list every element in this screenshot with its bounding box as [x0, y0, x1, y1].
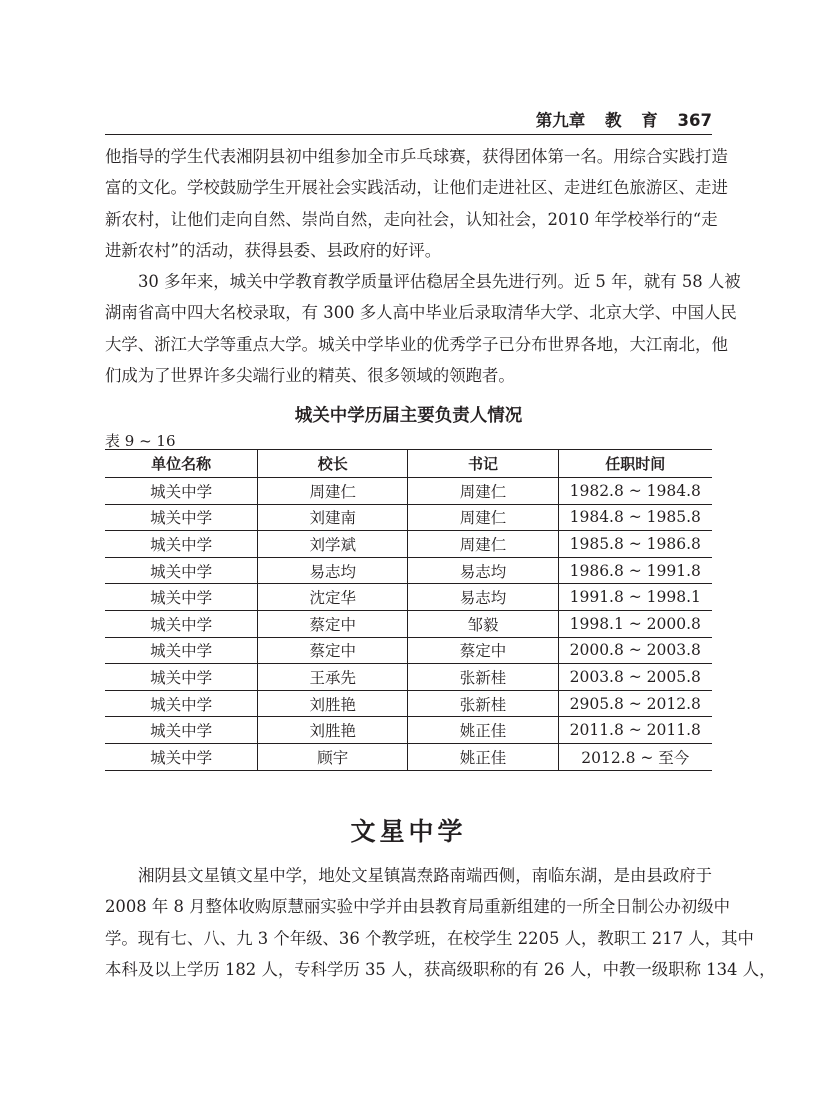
chapter-title-1: 教 — [605, 111, 622, 130]
table-cell: 王承先 — [258, 664, 408, 691]
table-cell: 城关中学 — [105, 690, 258, 717]
table-title: 城关中学历届主要负责人情况 — [294, 406, 523, 426]
table-cell: 易志均 — [258, 557, 408, 584]
text-line: 30 多年来，城关中学教育教学质量评估稳居全县先进行列。近 5 年，就有 58 人被 — [138, 272, 741, 291]
table-cell: 城关中学 — [105, 664, 258, 691]
table-row — [105, 504, 712, 531]
column-header: 校长 — [258, 450, 408, 478]
table-row — [105, 610, 712, 637]
text-line: 学。现有七、八、九 3 个年级、36 个教学班，在校学生 2205 人，教职工 217 人，其中 — [105, 928, 754, 948]
table-cell: 1984.8 ~ 1985.8 — [558, 504, 712, 531]
table-cell: 刘建南 — [258, 504, 408, 531]
table-cell: 2003.8 ~ 2005.8 — [558, 664, 712, 691]
table-header-row — [105, 450, 712, 478]
table-cell: 刘胜艳 — [258, 690, 408, 717]
table-cell: 城关中学 — [105, 531, 258, 558]
table-cell: 蔡定中 — [408, 637, 558, 664]
chapter-label: 第九章 — [535, 111, 586, 130]
table-cell: 城关中学 — [105, 637, 258, 664]
table-cell: 邹毅 — [408, 610, 558, 637]
table-cell: 2000.8 ~ 2003.8 — [558, 637, 712, 664]
table-cell: 易志均 — [408, 557, 558, 584]
table-row — [105, 664, 712, 691]
page-number: 367 — [677, 111, 712, 130]
paragraph-2 — [105, 266, 741, 392]
text-line: 富的文化。学校鼓励学生开展社会实践活动，让他们走进社区、走进红色旅游区、走进 — [105, 178, 728, 198]
table-cell: 刘学斌 — [258, 531, 408, 558]
table-cell: 易志均 — [408, 584, 558, 611]
text-line: 们成为了世界许多尖端行业的精英、很多领域的领跑者。 — [105, 366, 515, 386]
table-cell: 周建仁 — [408, 531, 558, 558]
section-title: 文星中学 — [350, 817, 467, 846]
table-cell: 姚正佳 — [408, 717, 558, 744]
text-line: 湘阴县文星镇文星中学，地处文星镇嵩焘路南端西侧，南临东湖，是由县政府于 — [138, 866, 712, 885]
text-line: 进新农村”的活动，获得县委、县政府的好评。 — [105, 241, 442, 261]
text-line: 新农村，让他们走向自然、崇尚自然，走向社会，认知社会，2010 年学校举行的“走 — [105, 209, 718, 229]
table-cell: 1982.8 ~ 1984.8 — [558, 478, 712, 505]
table-number: 表 9 ~ 16 — [105, 432, 176, 450]
table-row — [105, 717, 712, 744]
leaders-table — [105, 449, 712, 771]
table-cell: 张新桂 — [408, 690, 558, 717]
table-cell: 1986.8 ~ 1991.8 — [558, 557, 712, 584]
table-row — [105, 743, 712, 770]
table-cell: 周建仁 — [258, 478, 408, 505]
column-header: 任职时间 — [558, 450, 712, 478]
text-line: 大学、浙江大学等重点大学。城关中学毕业的优秀学子已分布世界各地，大江南北，他 — [105, 334, 728, 354]
table-cell: 2905.8 ~ 2012.8 — [558, 690, 712, 717]
table-cell: 城关中学 — [105, 717, 258, 744]
table-row — [105, 584, 712, 611]
column-header: 单位名称 — [105, 450, 258, 478]
table-cell: 1985.8 ~ 1986.8 — [558, 531, 712, 558]
table-cell: 姚正佳 — [408, 743, 558, 770]
paragraph-1 — [105, 141, 728, 267]
table-row — [105, 478, 712, 505]
table-cell: 城关中学 — [105, 584, 258, 611]
table-cell: 蔡定中 — [258, 637, 408, 664]
table-cell: 周建仁 — [408, 478, 558, 505]
table-row — [105, 637, 712, 664]
table-cell: 城关中学 — [105, 504, 258, 531]
table-cell: 张新桂 — [408, 664, 558, 691]
text-line: 他指导的学生代表湘阴县初中组参加全市乒乓球赛，获得团体第一名。用综合实践打造 — [105, 147, 728, 166]
table-row — [105, 690, 712, 717]
table-cell: 城关中学 — [105, 610, 258, 637]
table-cell: 城关中学 — [105, 743, 258, 770]
table-cell: 沈定华 — [258, 584, 408, 611]
table-cell: 周建仁 — [408, 504, 558, 531]
chapter-title-2: 育 — [641, 111, 658, 130]
text-line: 本科及以上学历 182 人，专科学历 35 人，获高级职称的有 26 人，中教一级职称 134 人， — [105, 960, 776, 980]
text-line: 湖南省高中四大名校录取，有 300 多人高中毕业后录取清华大学、北京大学、中国人民 — [105, 303, 737, 323]
column-header: 书记 — [408, 450, 558, 478]
table-cell: 城关中学 — [105, 478, 258, 505]
table-row — [105, 531, 712, 558]
table-cell: 蔡定中 — [258, 610, 408, 637]
table-cell: 城关中学 — [105, 557, 258, 584]
table-row — [105, 557, 712, 584]
table-cell: 顾宇 — [258, 743, 408, 770]
table-cell: 1991.8 ~ 1998.1 — [558, 584, 712, 611]
table-cell: 1998.1 ~ 2000.8 — [558, 610, 712, 637]
running-header — [105, 110, 712, 135]
table-cell: 2012.8 ~ 至今 — [558, 743, 712, 770]
paragraph-3 — [105, 860, 776, 986]
table-cell: 刘胜艳 — [258, 717, 408, 744]
text-line: 2008 年 8 月整体收购原慧丽实验中学并由县教育局重新组建的一所全日制公办初级中 — [105, 897, 731, 917]
table-cell: 2011.8 ~ 2011.8 — [558, 717, 712, 744]
